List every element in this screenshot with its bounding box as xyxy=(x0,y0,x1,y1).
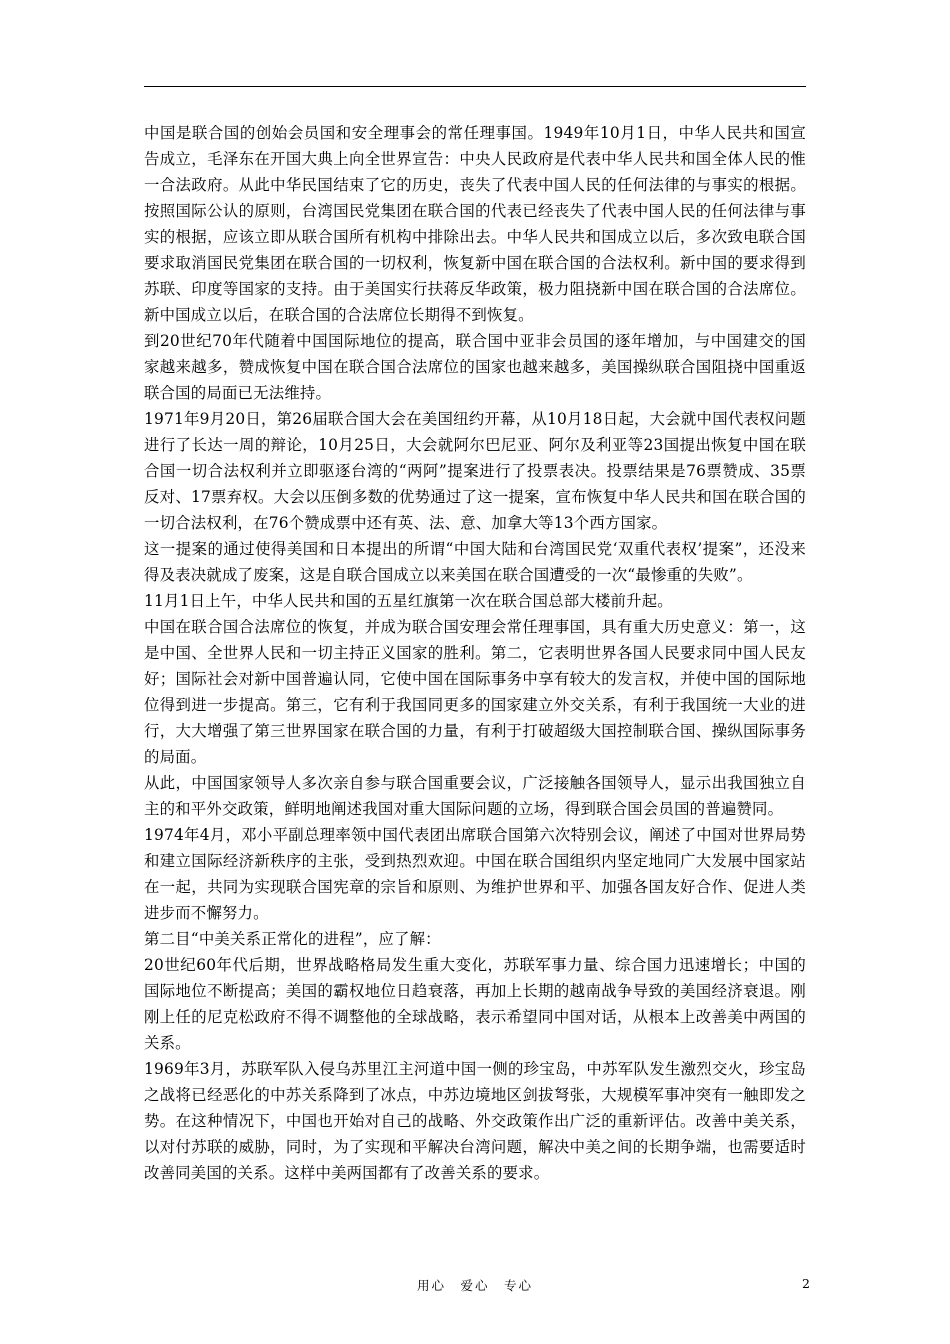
paragraph: 从此，中国国家领导人多次亲自参与联合国重要会议，广泛接触各国领导人，显示出我国独立自主的和平外交政策，鲜明地阐述我国对重大国际问题的立场，得到联合国会员国的普遍赞同。 xyxy=(144,774,806,818)
paragraph: 20世纪60年代后期，世界战略格局发生重大变化，苏联军事力量、综合国力迅速增长；中国的国际地位不断提高；美国的霸权地位日趋衰落，再加上长期的越南战争导致的美国经济衰退。刚刚上任的尼克松政府不得不调整他的全球战略，表示希望同中国对话，从根本上改善美中两国的关系。 xyxy=(144,956,806,1052)
paragraph: 1971年9月20日，第26届联合国大会在美国纽约开幕，从10月18日起，大会就中国代表权问题进行了长达一周的辩论，10月25日，大会就阿尔巴尼亚、阿尔及利亚等23国提出恢复中国在联合国一切合法权利并立即驱逐台湾的“两阿”提案进行了投票表决。投票结果是76票赞成、35票反对、17票弃权。大会以压倒多数的优势通过了这一提案，宣布恢复中华人民共和国在联合国的一切合法权利，在76个赞成票中还有英、法、意、加拿大等13个西方国家。 xyxy=(144,410,806,532)
header-rule xyxy=(144,86,806,87)
paragraph: 中国是联合国的创始会员国和安全理事会的常任理事国。1949年10月1日，中华人民共和国宣告成立，毛泽东在开国大典上向全世界宣告：中央人民政府是代表中华人民共和国全体人民的惟一合法政府。从此中华民国结束了它的历史，丧失了代表中国人民的任何法律的与事实的根据。按照国际公认的原则，台湾国民党集团在联合国的代表已经丧失了代表中国人民的任何法律与事实的根据，应该立即从联合国所有机构中排除出去。中华人民共和国成立以后，多次致电联合国要求取消国民党集团在联合国的一切权利，恢复新中国在联合国的合法权利。新中国的要求得到苏联、印度等国家的支持。由于美国实行扶蒋反华政策，极力阻挠新中国在联合国的合法席位。新中国成立以后，在联合国的合法席位长期得不到恢复。 xyxy=(144,124,806,324)
paragraph: 11月1日上午，中华人民共和国的五星红旗第一次在联合国总部大楼前升起。 xyxy=(144,592,673,610)
paragraph: 1974年4月，邓小平副总理率领中国代表团出席联合国第六次特别会议，阐述了中国对世界局势和建立国际经济新秩序的主张，受到热烈欢迎。中国在联合国组织内坚定地同广大发展中国家站在一起，共同为实现联合国宪章的宗旨和原则、为维护世界和平、加强各国友好合作、促进人类进步而不懈努力。 xyxy=(144,826,806,922)
footer-motto: 用心 爱心 专心 xyxy=(416,1278,533,1293)
paragraph: 中国在联合国合法席位的恢复，并成为联合国安理会常任理事国，具有重大历史意义：第一，这是中国、全世界人民和一切主持正义国家的胜利。第二，它表明世界各国人民要求同中国人民友好；国际社会对新中国普遍认同，它使中国在国际事务中享有较大的发言权，并使中国的国际地位得到进一步提高。第三，它有利于我国同更多的国家建立外交关系，有利于我国统一大业的进行，大大增强了第三世界国家在联合国的力量，有利于打破超级大国控制联合国、操纵国际事务的局面。 xyxy=(144,618,806,766)
section-heading: 第二目“中美关系正常化的进程”，应了解： xyxy=(144,930,441,948)
page-number: 2 xyxy=(802,1276,810,1291)
paragraph: 到20世纪70年代随着中国国际地位的提高，联合国中亚非会员国的逐年增加，与中国建交的国家越来越多，赞成恢复中国在联合国合法席位的国家也越来越多，美国操纵联合国阻挠中国重返联合国的局面已无法维持。 xyxy=(144,332,806,402)
paragraph: 这一提案的通过使得美国和日本提出的所谓“中国大陆和台湾国民党‘双重代表权’提案”，还没来得及表决就成了废案，这是自联合国成立以来美国在联合国遭受的一次“最惨重的失败”。 xyxy=(144,540,806,584)
document-body xyxy=(144,120,806,1186)
paragraph: 1969年3月，苏联军队入侵乌苏里江主河道中国一侧的珍宝岛，中苏军队发生激烈交火，珍宝岛之战将已经恶化的中苏关系降到了冰点，中苏边境地区剑拔弩张，大规模军事冲突有一触即发之势。在这种情况下，中国也开始对自己的战略、外交政策作出广泛的重新评估。改善中美关系，以对付苏联的威胁，同时，为了实现和平解决台湾问题，解决中美之间的长期争端，也需要适时改善同美国的关系。这样中美两国都有了改善关系的要求。 xyxy=(144,1060,806,1182)
